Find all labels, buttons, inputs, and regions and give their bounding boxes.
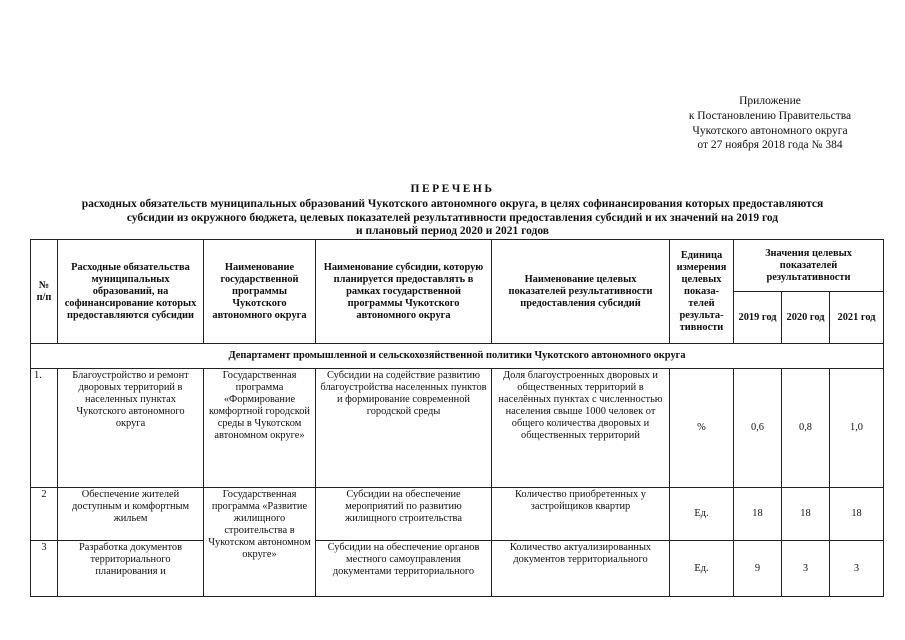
header-program: Наименование государственной программы Чукотского автономного округа — [204, 240, 316, 344]
row-2-subsidy: Субсидии на обеспечение мероприятий по развитию жилищного строительства — [316, 488, 492, 541]
title-line-1: расходных обязательств муниципальных образований Чукотского автономного округа, в целях софинансирования которых предоставляются — [81, 197, 824, 210]
row-1-subsidy: Субсидии на содействие развитию благоустройства населенных пунктов и формирование современной городской среды — [316, 369, 492, 488]
row-2-indicator: Количество приобретенных у застройщиков квартир — [492, 488, 670, 541]
row-2-obligation: Обеспечение жителей доступным и комфортным жильем — [58, 488, 204, 541]
row-2-program: Государственная программа «Развитие жилищного строительства в Чукотском автономном округе» — [204, 488, 316, 597]
row-3-subsidy: Субсидии на обеспечение органов местного самоуправления документами территориального — [316, 541, 492, 597]
row-2-num: 2 — [31, 488, 58, 541]
row-1-value-2020: 0,8 — [782, 369, 830, 488]
title-line-2: субсидии из окружного бюджета, целевых показателей результативности предоставления субсидий и их значений на 2019 год — [126, 211, 779, 224]
row-3-value-2021: 3 — [830, 541, 884, 597]
row-2-value-2021: 18 — [830, 488, 884, 541]
appendix-line-1: Приложение — [739, 95, 801, 107]
appendix-line-3: Чукотского автономного округа — [692, 124, 848, 137]
header-unit: Единица измерения целевых показа-телей результа-тивности — [670, 240, 734, 344]
row-3-value-2020: 3 — [782, 541, 830, 597]
row-2-value-2019: 18 — [734, 488, 782, 541]
row-1-obligation: Благоустройство и ремонт дворовых территорий в населенных пунктах Чукотского автономного округа — [58, 369, 204, 488]
appendix-header — [640, 94, 900, 153]
row-1-unit: % — [670, 369, 734, 488]
row-3-obligation: Разработка документов территориального планирования и — [58, 541, 204, 597]
header-year-2021: 2021 год — [830, 292, 884, 344]
table-row — [31, 541, 884, 597]
row-2-value-2020: 18 — [782, 488, 830, 541]
row-1-num: 1. — [31, 369, 58, 488]
department-row: Департамент промышленной и сельскохозяйственной политики Чукотского автономного округа — [31, 344, 884, 369]
table-row — [31, 369, 884, 488]
row-1-value-2021: 1,0 — [830, 369, 884, 488]
row-3-num: 3 — [31, 541, 58, 597]
table-row — [31, 488, 884, 541]
header-num: № п/п — [31, 240, 58, 344]
appendix-line-2: к Постановлению Правительства — [688, 109, 852, 122]
header-year-2020: 2020 год — [782, 292, 830, 344]
row-1-value-2019: 0,6 — [734, 369, 782, 488]
title-line-3: и плановый период 2020 и 2021 годов — [355, 225, 550, 238]
row-3-indicator: Количество актуализированных документов территориального — [492, 541, 670, 597]
document-title — [20, 183, 885, 239]
header-subsidy: Наименование субсидии, которую планируется предоставлять в рамках государственной программы Чукотского автономного округа — [316, 240, 492, 344]
title-main: ПЕРЕЧЕНЬ — [410, 183, 495, 195]
row-3-value-2019: 9 — [734, 541, 782, 597]
appendix-line-4: от 27 ноября 2018 года № 384 — [697, 139, 843, 152]
header-year-2019: 2019 год — [734, 292, 782, 344]
obligations-table — [30, 239, 884, 597]
row-3-unit: Ед. — [670, 541, 734, 597]
row-2-unit: Ед. — [670, 488, 734, 541]
header-values: Значения целевых показателей результативности — [734, 240, 884, 292]
header-indicators: Наименование целевых показателей результативности предоставления субсидий — [492, 240, 670, 344]
row-1-indicator: Доля благоустроенных дворовых и общественных территорий в населённых пунктах с численностью населения свыше 1000 человек от общего количества дворовых и общественных территорий — [492, 369, 670, 488]
row-1-program: Государственная программа «Формирование комфортной городской среды в Чукотском автономном округе» — [204, 369, 316, 488]
header-obligations: Расходные обязательства муниципальных образований, на софинансирование которых предоставляются субсидии — [58, 240, 204, 344]
